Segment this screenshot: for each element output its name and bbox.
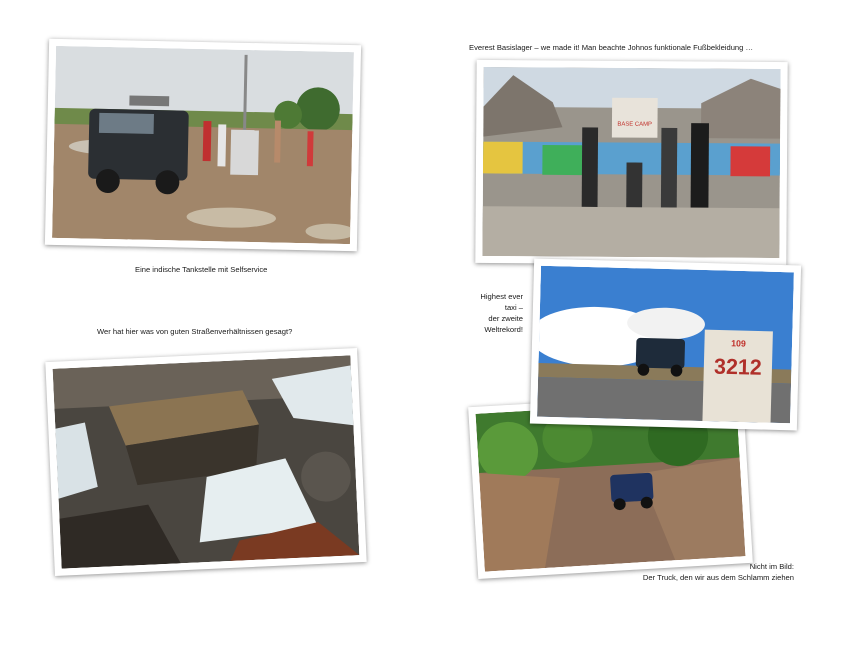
caption-everest: Everest Basislager – we made it! Man beachte Johnos funktionale Fußbekleidung … [469, 43, 754, 52]
gas-station-image [52, 46, 354, 244]
caption-mud [624, 561, 794, 583]
base-camp-sign-text: BASE CAMP [617, 121, 653, 128]
caption-taxi-line: Highest ever [480, 292, 523, 301]
everest-image [482, 67, 780, 258]
photo-waterfall-road [45, 348, 366, 576]
caption-taxi-line: der zweite [488, 314, 523, 323]
caption-mud-line: Nicht im Bild: [749, 562, 794, 571]
altitude-marker-value: 3212 [713, 353, 763, 380]
photo-everest-base-camp [475, 60, 787, 265]
photo-highest-taxi [530, 259, 801, 431]
caption-road-conditions: Wer hat hier was von guten Straßenverhältnissen gesagt? [97, 327, 293, 336]
caption-taxi-line: taxi – [504, 303, 523, 312]
caption-taxi [455, 291, 523, 335]
taxi-marker-image [537, 266, 794, 424]
base-camp-sign [612, 98, 658, 138]
caption-gas-station: Eine indische Tankstelle mit Selfservice [135, 265, 268, 274]
caption-taxi-line: Weltrekord! [484, 325, 523, 334]
waterfall-image [53, 355, 360, 568]
caption-mud-line: Der Truck, den wir aus dem Schlamm ziehen [642, 573, 794, 582]
photo-indian-gas-station [45, 39, 361, 251]
altitude-marker-top: 109 [731, 338, 746, 349]
